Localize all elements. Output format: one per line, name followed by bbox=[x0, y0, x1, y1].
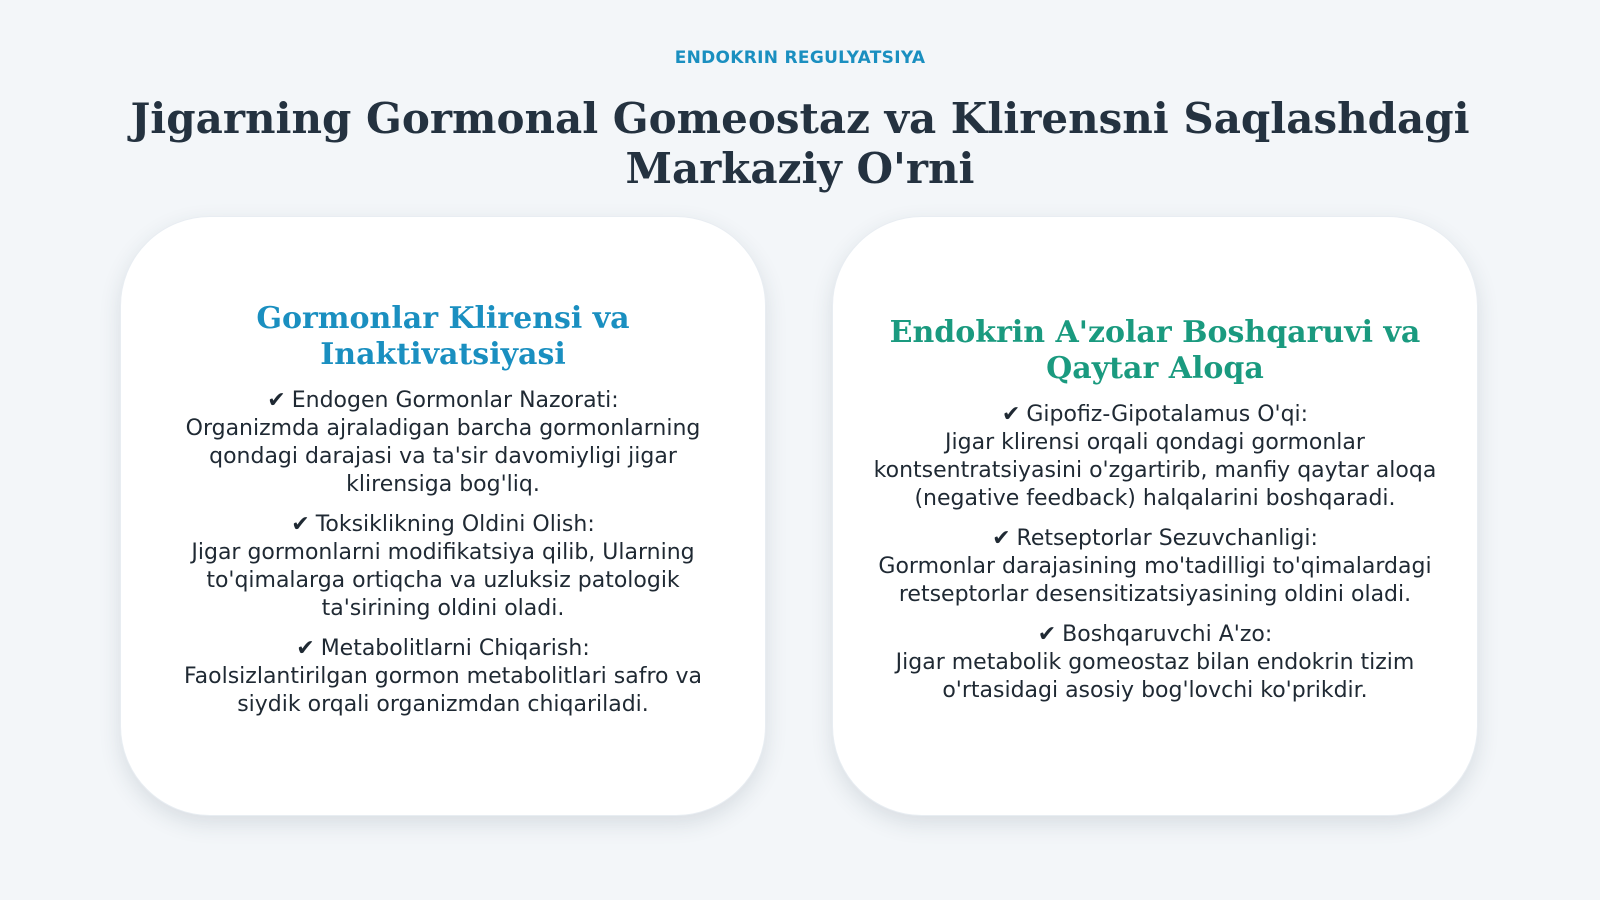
item-body: Faolsizlantirilgan gormon metabolitlari safro va siydik orqali organizmdan chiqariladi. bbox=[184, 664, 702, 717]
card-item bbox=[161, 511, 725, 623]
card-item bbox=[873, 525, 1437, 609]
card-title: Endokrin A'zolar Boshqaruvi va Qaytar Aloqa bbox=[889, 315, 1421, 386]
checkmark-icon: ✔ bbox=[291, 512, 310, 537]
hormone-clearance-card bbox=[120, 216, 766, 816]
checkmark-icon: ✔ bbox=[1001, 402, 1021, 427]
item-heading: Boshqaruvchi A'zo: bbox=[1062, 622, 1273, 647]
checkmark-icon: ✔ bbox=[1037, 622, 1057, 647]
item-body: Organizmda ajraladigan barcha gormonlarning qondagi darajasi va ta'sir davomiyligi jigar klirensiga bog'liq. bbox=[185, 416, 701, 497]
item-body: Jigar metabolik gomeostaz bilan endokrin tizim o'rtasidagi asosiy bog'lovchi ko'prikdir. bbox=[895, 650, 1415, 703]
card-title: Gormonlar Klirensi va Inaktivatsiyasi bbox=[256, 301, 630, 372]
section-eyebrow: ENDOKRIN REGULYATSIYA bbox=[674, 48, 926, 68]
card-item bbox=[161, 635, 725, 719]
item-body: Jigar klirensi orqali qondagi gormonlar kontsentratsiyasini o'zgartirib, manfiy qaytar aloqa (negative feedback) halqalarini boshqaradi. bbox=[873, 430, 1437, 511]
item-heading: Metabolitlarni Chiqarish: bbox=[320, 636, 590, 661]
item-heading: Retseptorlar Sezuvchanligi: bbox=[1016, 526, 1318, 551]
page-title: Jigarning Gormonal Gomeostaz va Klirensni Saqlashdagi Markaziy O'rni bbox=[130, 94, 1470, 193]
checkmark-icon: ✔ bbox=[296, 636, 315, 661]
item-body: Jigar gormonlarni modifikatsiya qilib, Ularning to'qimalarga ortiqcha va uzluksiz patologik ta'sirining oldini oladi. bbox=[191, 540, 695, 621]
item-heading: Endogen Gormonlar Nazorati: bbox=[291, 388, 619, 413]
item-body: Gormonlar darajasining mo'tadilligi to'qimalardagi retseptorlar desensitizatsiyasining oldini oladi. bbox=[878, 554, 1432, 607]
checkmark-icon: ✔ bbox=[267, 388, 286, 413]
endocrine-feedback-card bbox=[832, 216, 1478, 816]
card-item bbox=[161, 387, 725, 499]
card-item bbox=[873, 621, 1437, 705]
checkmark-icon: ✔ bbox=[992, 526, 1011, 551]
item-heading: Toksiklikning Oldini Olish: bbox=[315, 512, 595, 537]
card-item bbox=[873, 401, 1437, 513]
item-heading: Gipofiz-Gipotalamus O'qi: bbox=[1026, 402, 1309, 427]
